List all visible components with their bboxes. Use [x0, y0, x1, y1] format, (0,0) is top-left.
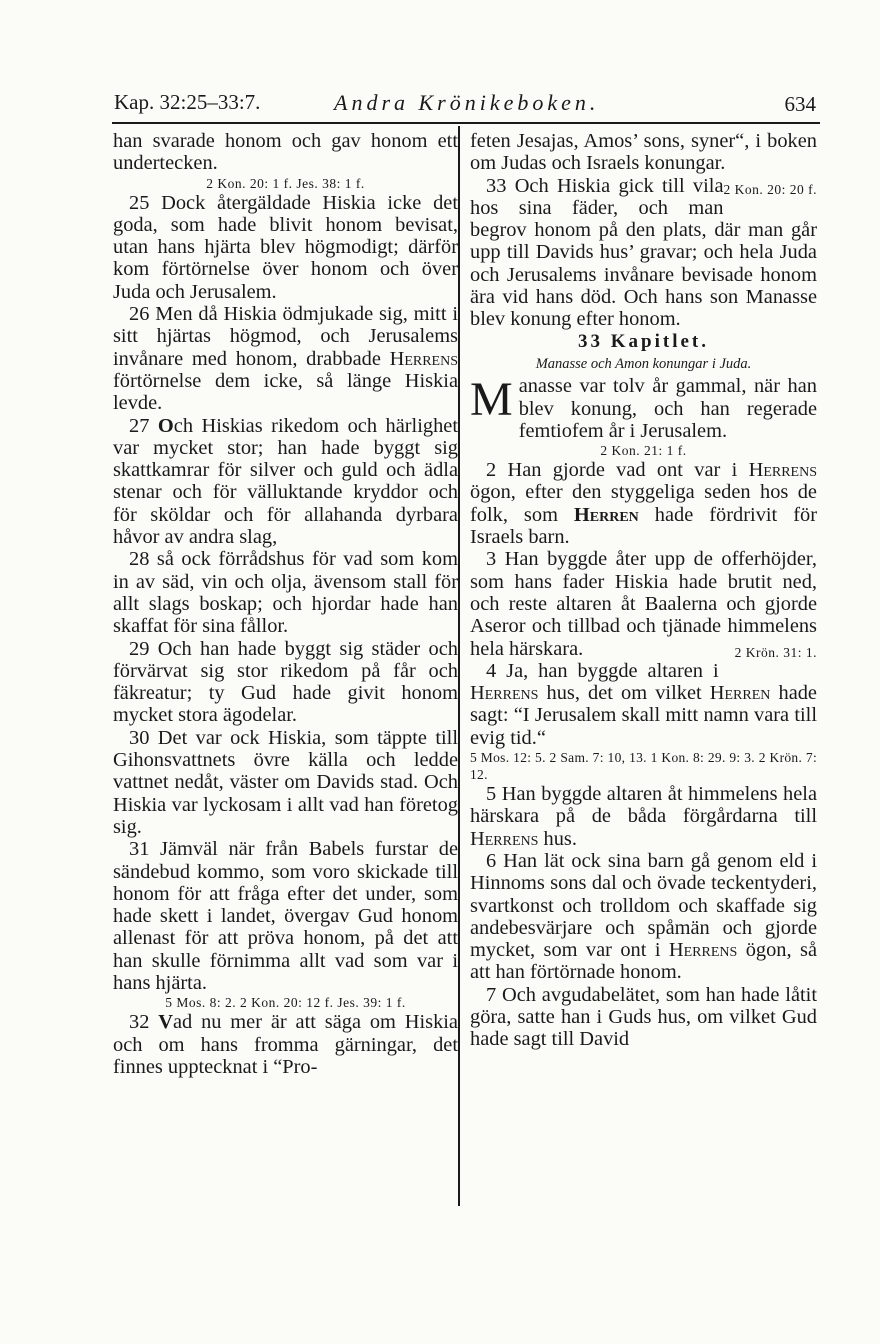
initial-letter: V — [158, 1011, 173, 1034]
lord-name: Herrens — [748, 459, 817, 482]
verse-27: 27 Och Hiskias rikedom och härlighet var mycket stor; han hade byggt sig skattkamrar för silver och guld och ädla stenar och för välluktande kryddor och för sköldar och för allahanda dyrbara håvor av andra slag, — [113, 414, 458, 549]
verse-1: Manasse var tolv år gammal, när han blev konung, och han regerade femtiofem år i Jerusalem. — [470, 373, 817, 442]
chapter-range: Kap. 32:25–33:7. — [114, 90, 261, 114]
book-title: Andra Krönikeboken. — [334, 90, 600, 115]
running-header — [112, 88, 820, 124]
verse-25: 25 Dock återgäldade Hiskia icke det goda, som hade blivit honom bevisat, utan hans hjärta blev högmodigt; därför kom förtörnelse över honom och över Juda och Jerusalem. — [113, 191, 458, 303]
verse-32: 32 Vad nu mer är att säga om Hiskia och om hans fromma gärningar, det finnes upptecknat i “Pro- — [113, 1011, 458, 1078]
column-divider — [458, 126, 460, 1206]
lord-name: Herren — [709, 682, 771, 705]
cross-reference: 2 Kon. 20: 20 f. — [723, 181, 817, 197]
lord-name: Herrens — [389, 347, 458, 370]
verse-2: 2 Han gjorde vad ont var i Herrens ögon, efter den styggeliga seden hos de folk, som Herren hade fördrivit för Israels barn. — [470, 459, 817, 549]
verse-26: 26 Men då Hiskia ödmjukade sig, mitt i sitt hjärtas högmod, och Jerusalems invånare med honom, drabbade Herrens förtörnelse dem icke, så länge Hiskia levde. — [113, 303, 458, 415]
left-column — [113, 130, 458, 1078]
verse-7: 7 Och avgudabelätet, som han hade låtit göra, satte han i Guds hus, om vilket Gud hade sagt till David — [470, 983, 817, 1051]
verse-5: 5 Han byggde altaren åt himmelens hela härskara på de båda förgårdarna till Herrens hus. — [470, 783, 817, 850]
verse-6: 6 Han lät ock sina barn gå genom eld i Hinnoms sons dal och övade teckentyderi, svartkonst och trolldom och skaffade sig andebesvärjare och spåmän och gjorde mycket, som var ont i Herrens ögon, så att han förtörnade honom. — [470, 849, 817, 984]
lord-name: Herrens — [470, 827, 539, 850]
lord-name: Herrens — [668, 939, 738, 962]
verse-text: feten Jesajas, Amos’ sons, syner“, i boken om Judas och Israels konungar. 2 Kon. 20: 20 f. — [470, 130, 817, 175]
chapter-subtitle: Manasse och Amon konungar i Juda. — [535, 355, 752, 372]
verse-28: 28 så ock förrådshus för vad som kom in av säd, vin och olja, ävensom stall för allt slags boskap; och hjordar hade han skaffat för sina fållor. — [113, 548, 458, 638]
page-number: 634 — [784, 92, 816, 116]
verse-29: 29 Och han hade byggt sig städer och förvärvat sig stor rikedom på får och fäkreatur; ty Gud hade givit honom mycket stora ägodelar. — [113, 637, 458, 727]
cross-reference: 2 Kon. 20: 1 f. Jes. 38: 1 f. — [206, 175, 365, 191]
initial-letter: O — [157, 414, 174, 437]
verse-4: 4 Ja, han byggde altaren i Herrens hus, det om vilket Herren hade sagt: “I Jerusalem skall mitt namn vara till evig tid.“ — [470, 659, 817, 749]
verse-text: han svarade honom och gav honom ett undertecken. — [113, 130, 458, 175]
cross-reference: 5 Mos. 12: 5. 2 Sam. 7: 10, 13. 1 Kon. 8: 29. 9: 3. 2 Krön. 7: 12. — [470, 750, 817, 783]
verse-33: 33 Och Hiskia gick till vila hos sina fäder, och man begrov honom på den plats, där man går upp till Davids hus’ gravar; och hela Juda och Jerusalems invånare bevisade honom ära vid hans död. Och hans son Manasse blev konung efter honom. — [470, 174, 817, 331]
chapter-heading: 33 Kapitlet. — [578, 330, 709, 352]
cross-reference: 2 Kon. 21: 1 f. — [600, 443, 687, 459]
cross-reference: 2 Krön. 31: 1. — [734, 644, 817, 660]
drop-cap: M — [470, 373, 513, 427]
verse-31: 31 Jämväl när från Babels furstar de sändebud kommo, som voro skickade till honom för att fråga efter det under, som hade skett i landet, övergav Gud honom allenast för att pröva honom, på det att han skulle förnimma allt vad som var i hans hjärta. — [113, 838, 458, 994]
cross-reference: 5 Mos. 8: 2. 2 Kon. 20: 12 f. Jes. 39: 1 f. — [165, 995, 406, 1011]
verse-3: 3 Han byggde åter upp de offerhöjder, som hans fader Hiskia hade brutit ned, och reste altaren åt Baalerna och gjorde Aseror och tillbad och tjänade himmelens hela härskara. 2 Krön. 31: 1. — [470, 548, 817, 659]
right-column — [470, 130, 817, 1051]
lord-name: Herren — [573, 503, 639, 526]
lord-name: Herrens — [470, 682, 539, 705]
verse-30: 30 Det var ock Hiskia, som täppte till Gihonsvattnets övre källa och ledde vattnet nedåt, väster om Davids stad. Och Hiskia var lyckosam i allt vad han företog sig. — [113, 726, 458, 838]
